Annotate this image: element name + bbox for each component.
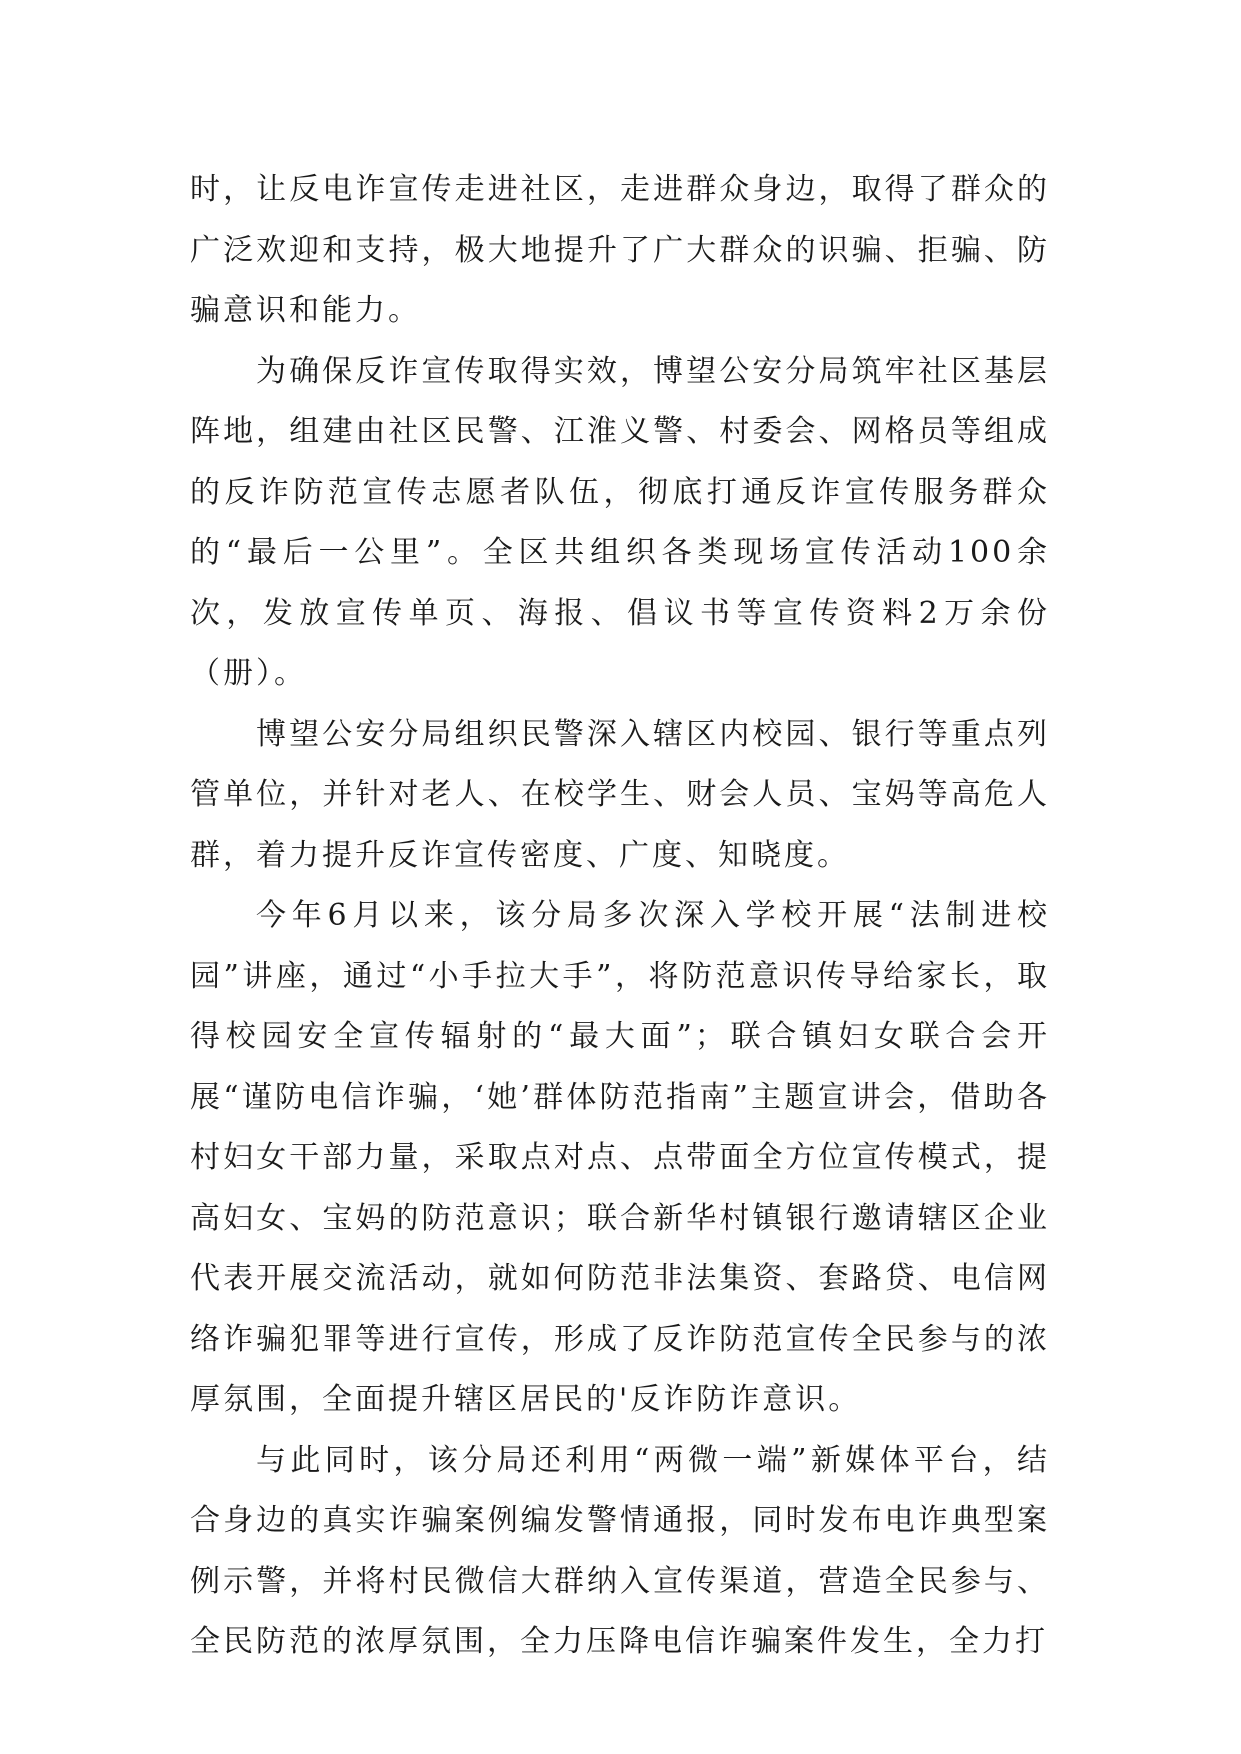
paragraph-3: 博望公安分局组织民警深入辖区内校园、银行等重点列管单位，并针对老人、在校学生、财会人员、宝妈等高危人群，着力提升反诈宣传密度、广度、知晓度。 [190, 716, 1050, 873]
document-body [190, 160, 1050, 1673]
paragraph-2: 为确保反诈宣传取得实效，博望公安分局筑牢社区基层阵地，组建由社区民警、江淮义警、村委会、网格员等组成的反诈防范宣传志愿者队伍，彻底打通反诈宣传服务群众的“最后一公里”。全区共组织各类现场宣传活动100余次，发放宣传单页、海报、倡议书等宣传资料2万余份（册）。 [190, 353, 1050, 691]
paragraph-5: 与此同时，该分局还利用“两微一端”新媒体平台，结合身边的真实诈骗案例编发警情通报，同时发布电诈典型案例示警，并将村民微信大群纳入宣传渠道，营造全民参与、全民防范的浓厚氛围，全力压降电信诈骗案件发生，全力打 [190, 1442, 1050, 1659]
paragraph-4: 今年6月以来，该分局多次深入学校开展“法制进校园”讲座，通过“小手拉大手”，将防范意识传导给家长，取得校园安全宣传辐射的“最大面”；联合镇妇女联合会开展“谨防电信诈骗，‘她’群体防范指南”主题宣讲会，借助各村妇女干部力量，采取点对点、点带面全方位宣传模式，提高妇女、宝妈的防范意识；联合新华村镇银行邀请辖区企业代表开展交流活动，就如何防范非法集资、套路贷、电信网络诈骗犯罪等进行宣传，形成了反诈防范宣传全民参与的浓厚氛围，全面提升辖区居民的'反诈防诈意识。 [190, 898, 1050, 1417]
paragraph-1: 时，让反电诈宣传走进社区，走进群众身边，取得了群众的广泛欢迎和支持，极大地提升了广大群众的识骗、拒骗、防骗意识和能力。 [190, 172, 1050, 328]
